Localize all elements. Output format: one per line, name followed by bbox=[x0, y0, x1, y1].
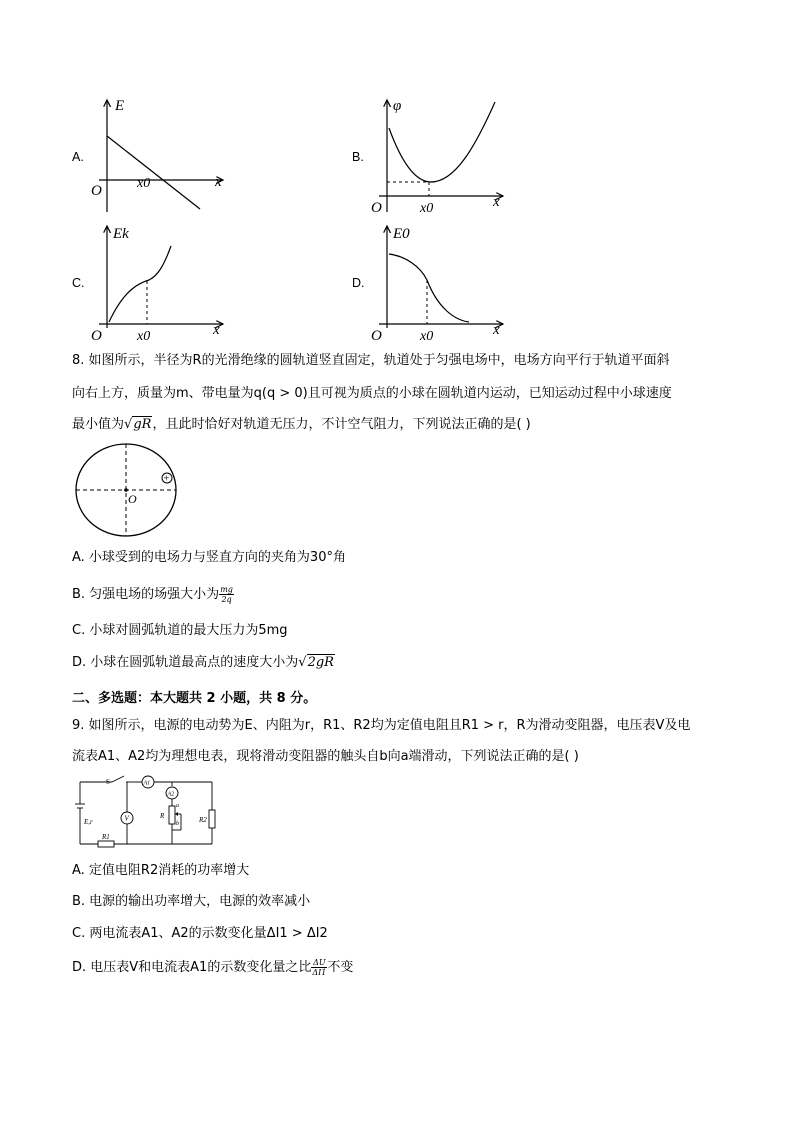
q9-line-2: 流表A1、A2均为理想电表，现将滑动变阻器的触头自b向a端滑动，下列说法正确的是( ) bbox=[72, 749, 579, 764]
r1-label: R1 bbox=[102, 833, 110, 841]
q8-circle-figure bbox=[72, 440, 184, 540]
option-c-label: C. bbox=[72, 276, 85, 290]
ammeter-a2-label: A2 bbox=[167, 791, 175, 798]
graph-d bbox=[365, 218, 515, 343]
origin-label: O bbox=[128, 492, 137, 506]
x-axis-label: x bbox=[493, 194, 500, 210]
voltmeter-label: V bbox=[124, 814, 129, 823]
graph-b bbox=[365, 92, 515, 222]
ammeter-a1-label: A1 bbox=[143, 780, 151, 787]
q8-choice-a[interactable]: A. 小球受到的电场力与竖直方向的夹角为30°角 bbox=[72, 550, 346, 565]
source-label: E,r bbox=[84, 818, 93, 826]
origin-label: O bbox=[91, 328, 102, 344]
q9-choice-d[interactable]: D. 电压表V和电流表A1的示数变化量之比 $\frac{\Delta U}{\Delta I1}$ 不变 bbox=[72, 958, 354, 977]
option-d-label: D. bbox=[352, 276, 365, 290]
terminal-b-label: b bbox=[176, 821, 179, 827]
option-a-label: A. bbox=[72, 150, 84, 164]
x0-label: x0 bbox=[420, 329, 434, 344]
q9-line-1: 9. 如图所示，电源的电动势为E、内阻为r，R1、R2均为定值电阻且R1 > r，R为滑动变阻器，电压表V及电 bbox=[72, 718, 691, 733]
q8-choice-d[interactable]: D. 小球在圆弧轨道最高点的速度大小为√2gR bbox=[72, 655, 334, 670]
graph-a bbox=[85, 92, 235, 222]
fraction: $\frac{mg}{2q}$ bbox=[220, 585, 233, 604]
q9-choice-b[interactable]: B. 电源的输出功率增大，电源的效率减小 bbox=[72, 894, 311, 909]
charge-plus: + bbox=[163, 473, 170, 485]
origin-label: O bbox=[371, 200, 382, 216]
x-axis-label: x bbox=[493, 322, 500, 338]
q9-choice-a[interactable]: A. 定值电阻R2消耗的功率增大 bbox=[72, 863, 250, 878]
origin-label: O bbox=[91, 183, 102, 199]
option-b-label: B. bbox=[352, 150, 364, 164]
r2-label: R2 bbox=[199, 816, 207, 824]
y-axis-label: φ bbox=[393, 98, 402, 114]
x-axis-label: x bbox=[215, 174, 222, 190]
q8-line-3-suffix: ，且此时恰好对轨道无压力，不计空气阻力，下列说法正确的是( ) bbox=[152, 417, 531, 432]
y-axis-label: Ek bbox=[113, 226, 129, 242]
x0-label: x0 bbox=[420, 201, 434, 216]
sqrt-2gr: √2gR bbox=[298, 655, 334, 670]
y-axis-label: E0 bbox=[393, 226, 410, 242]
terminal-a-label: a bbox=[176, 803, 179, 809]
y-axis-label: E bbox=[115, 98, 125, 114]
fraction: $\frac{\Delta U}{\Delta I1}$ bbox=[312, 958, 327, 977]
q8-line-2: 向右上方，质量为m、带电量为q(q > 0)且可视为质点的小球在圆轨道内运动，已知运动过程中小球速度 bbox=[72, 386, 672, 401]
q8-choice-c[interactable]: C. 小球对圆弧轨道的最大压力为5mg bbox=[72, 623, 288, 638]
rheostat-label: R bbox=[160, 812, 165, 820]
section-heading: 二、多选题：本大题共 2 小题，共 8 分。 bbox=[72, 691, 317, 706]
sqrt-gr: √gR bbox=[124, 417, 152, 432]
q9-choice-c[interactable]: C. 两电流表A1、A2的示数变化量ΔI1 > ΔI2 bbox=[72, 926, 328, 941]
q8-line-3 bbox=[72, 416, 531, 434]
q8-line-1: 8. 如图所示，半径为R的光滑绝缘的圆轨道竖直固定，轨道处于匀强电场中，电场方向平行于轨道平面斜 bbox=[72, 353, 670, 368]
origin-label: O bbox=[371, 328, 382, 344]
x-axis-label: x bbox=[213, 322, 220, 338]
q8-line-3-prefix: 最小值为 bbox=[72, 417, 125, 432]
x0-label: x0 bbox=[137, 329, 151, 344]
q8-choice-b[interactable]: B. 匀强电场的场强大小为 $\frac{mg}{2q}$ bbox=[72, 585, 233, 604]
x0-label: x0 bbox=[137, 176, 151, 191]
q9-circuit-figure bbox=[72, 772, 222, 852]
graph-c bbox=[85, 218, 235, 343]
switch-label: S bbox=[106, 778, 110, 786]
